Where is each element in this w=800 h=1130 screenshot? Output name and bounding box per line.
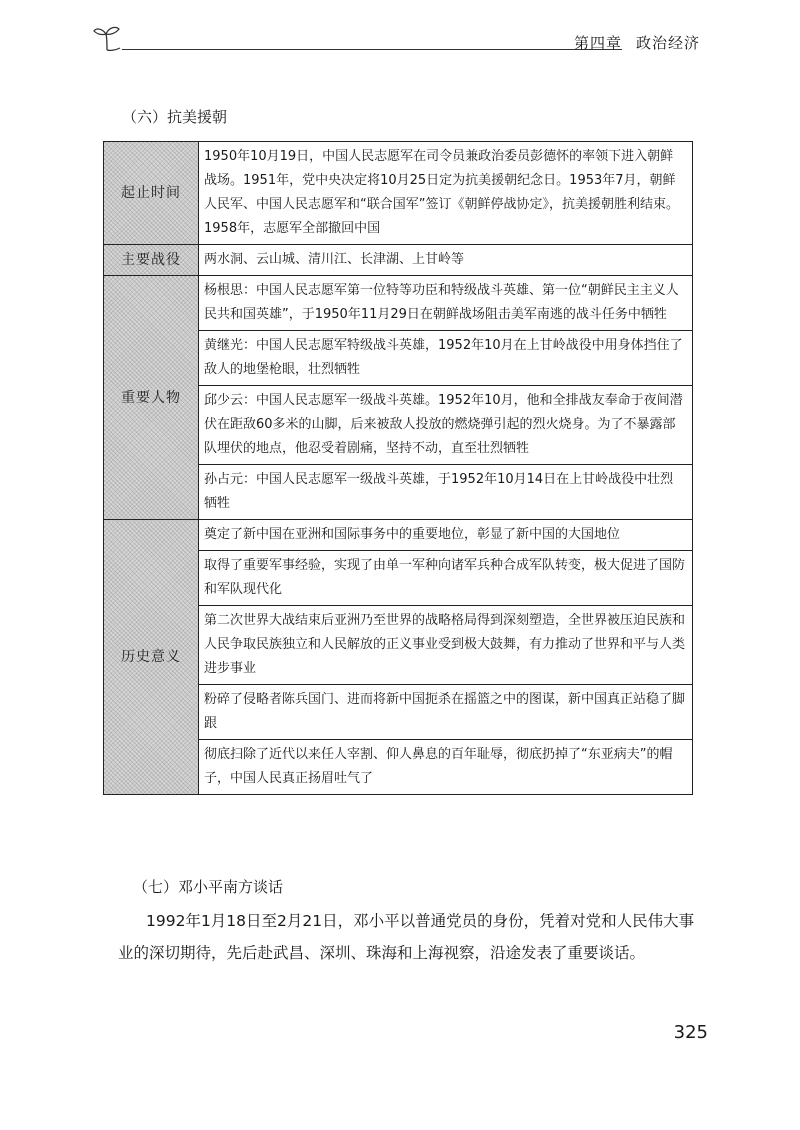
paragraph-text: 1992年1月18日至2月21日，邓小平以普通党员的身份，凭着对党和人民伟大事业的深切期待，先后赴武昌、深圳、珠海和上海视察，沿途发表了重要谈话。 bbox=[118, 912, 695, 962]
row-label: 主要战役 bbox=[104, 245, 199, 276]
table-cell: 1950年10月19日，中国人民志愿军在司令员兼政治委员彭德怀的率领下进入朝鲜战场。1951年，党中央决定将10月25日定为抗美援朝纪念日。1953年7月，朝鲜人民军、中国人民志愿军和“联合国军”签订《朝鲜停战协定》，抗美援朝胜利结束。1958年，志愿军全部撤回中国 bbox=[199, 142, 693, 245]
running-header bbox=[92, 18, 700, 58]
table-cell: 邱少云：中国人民志愿军一级战斗英雄。1952年10月，他和全排战友奉命于夜间潜伏在距敌60多米的山脚，后来被敌人投放的燃烧弹引起的烈火烧身。为了不暴露部队埋伏的地点，他忍受着剧痛，坚持不动，直至壮烈牺牲 bbox=[199, 386, 693, 465]
row-label: 重要人物 bbox=[104, 276, 199, 520]
table-cell: 取得了重要军事经验，实现了由单一军种向诸军兵种合成军队转变，极大促进了国防和军队现代化 bbox=[199, 551, 693, 606]
chapter-label: 第四章 bbox=[573, 34, 622, 52]
table-cell: 黄继光：中国人民志愿军特级战斗英雄，1952年10月在上甘岭战役中用身体挡住了敌人的地堡枪眼，壮烈牺牲 bbox=[199, 331, 693, 386]
table-cell: 彻底扫除了近代以来任人宰割、仰人鼻息的百年耻辱，彻底扔掉了“东亚病夫”的帽子，中国人民真正扬眉吐气了 bbox=[199, 740, 693, 795]
header-rule bbox=[122, 49, 622, 50]
chapter-title: 政治经济 bbox=[635, 34, 700, 52]
table-row bbox=[104, 520, 693, 551]
section-title: （六）抗美援朝 bbox=[122, 108, 228, 126]
row-label: 历史意义 bbox=[104, 520, 199, 795]
table-cell: 孙占元：中国人民志愿军一级战斗英雄，于1952年10月14日在上甘岭战役中壮烈牺牲 bbox=[199, 465, 693, 520]
table-cell: 奠定了新中国在亚洲和国际事务中的重要地位，彰显了新中国的大国地位 bbox=[199, 520, 693, 551]
table-row bbox=[104, 245, 693, 276]
sprout-icon bbox=[92, 22, 122, 52]
knowledge-table bbox=[103, 141, 693, 795]
table-cell: 第二次世界大战结束后亚洲乃至世界的战略格局得到深刻塑造，全世界被压迫民族和人民争取民族独立和人民解放的正义事业受到极大鼓舞，有力推动了世界和平与人类进步事业 bbox=[199, 606, 693, 685]
table-row bbox=[104, 276, 693, 331]
row-label: 起止时间 bbox=[104, 142, 199, 245]
subsection-title: （七）邓小平南方谈话 bbox=[133, 878, 284, 896]
table-cell: 杨根思：中国人民志愿军第一位特等功臣和特级战斗英雄、第一位“朝鲜民主主义人民共和国英雄”，于1950年11月29日在朝鲜战场阻击美军南逃的战斗任务中牺牲 bbox=[199, 276, 693, 331]
page-number: 325 bbox=[673, 1022, 708, 1043]
table-row bbox=[104, 142, 693, 245]
table-cell: 两水洞、云山城、清川江、长津湖、上甘岭等 bbox=[199, 245, 693, 276]
chapter-heading bbox=[574, 32, 700, 53]
body-paragraph bbox=[118, 905, 698, 969]
table-cell: 粉碎了侵略者陈兵国门、进而将新中国扼杀在摇篮之中的图谋，新中国真正站稳了脚跟 bbox=[199, 685, 693, 740]
